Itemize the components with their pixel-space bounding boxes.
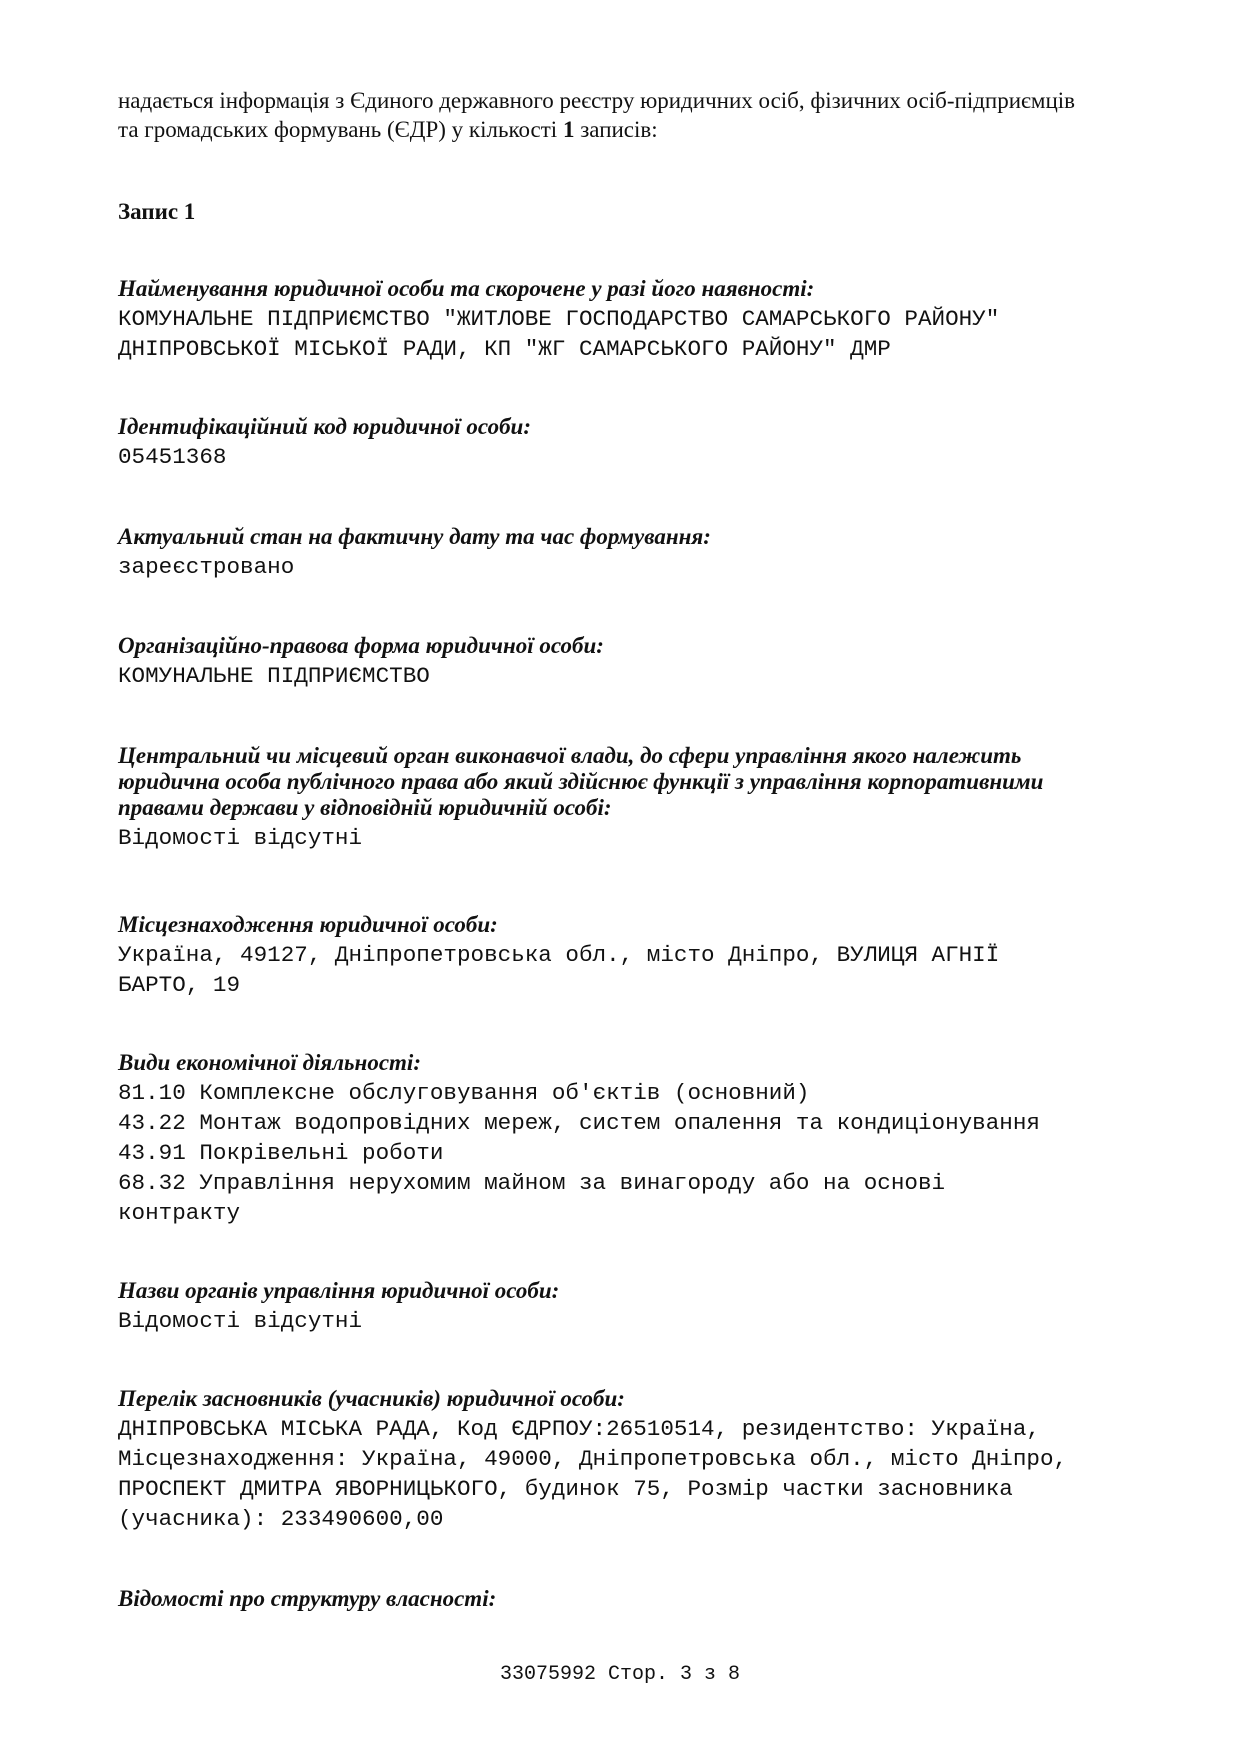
field-management bbox=[118, 1278, 1188, 1336]
field-activities bbox=[118, 1050, 1188, 1228]
field-authority-label-1: Центральний чи місцевий орган виконавчої влади, до сфери управління якого належить bbox=[118, 743, 1022, 768]
field-ownership bbox=[118, 1586, 1188, 1612]
field-legal-form-label: Організаційно-правова форма юридичної особи: bbox=[118, 633, 604, 658]
field-legal-form bbox=[118, 633, 1188, 691]
page-footer: 33075992 Стор. 3 з 8 bbox=[499, 1663, 741, 1686]
field-legal-form-value: КОМУНАЛЬНЕ ПІДПРИЄМСТВО bbox=[118, 663, 430, 689]
field-code-label: Ідентифікаційний код юридичної особи: bbox=[118, 414, 532, 439]
field-name-value-2: ДНІПРОВСЬКОЇ МІСЬКОЇ РАДИ, КП "ЖГ САМАРСЬКОГО РАЙОНУ" ДМР bbox=[118, 336, 891, 362]
field-location bbox=[118, 912, 1188, 1000]
field-location-label: Місцезнаходження юридичної особи: bbox=[118, 912, 498, 937]
field-authority-label-3: правами держави у відповідній юридичній особі: bbox=[118, 795, 612, 820]
field-founders-value-1: ДНІПРОВСЬКА МІСЬКА РАДА, Код ЄДРПОУ:26510514, резидентство: Україна, bbox=[118, 1416, 1040, 1442]
field-status bbox=[118, 524, 1188, 582]
field-activities-value-5: контракту bbox=[118, 1200, 241, 1226]
field-founders-label: Перелік засновників (учасників) юридичної особи: bbox=[118, 1386, 625, 1411]
field-name-label: Найменування юридичної особи та скорочене у разі його наявності: bbox=[118, 276, 815, 301]
field-status-label: Актуальний стан на фактичну дату та час формування: bbox=[118, 524, 711, 549]
field-authority-label-2: юридична особа публічного права або який здійснює функції з управління корпоративними bbox=[118, 769, 1044, 794]
field-founders bbox=[118, 1386, 1188, 1534]
intro-line-2-end: записів: bbox=[574, 117, 658, 142]
field-founders-value-3: ПРОСПЕКТ ДМИТРА ЯВОРНИЦЬКОГО, будинок 75, Розмір частки засновника bbox=[118, 1476, 1013, 1502]
field-activities-label: Види економічної діяльності: bbox=[118, 1050, 421, 1075]
field-name-value-1: КОМУНАЛЬНЕ ПІДПРИЄМСТВО "ЖИТЛОВЕ ГОСПОДАРСТВО САМАРСЬКОГО РАЙОНУ" bbox=[118, 306, 1000, 332]
field-activities-value-2: 43.22 Монтаж водопровідних мереж, систем опалення та кондиціонування bbox=[118, 1110, 1040, 1136]
field-name bbox=[118, 276, 1188, 364]
field-founders-value-2: Місцезнаходження: Україна, 49000, Дніпропетровська обл., місто Дніпро, bbox=[118, 1446, 1068, 1472]
field-activities-value-4: 68.32 Управління нерухомим майном за винагороду або на основі bbox=[118, 1170, 946, 1196]
intro-line-2-start: та громадських формувань (ЄДР) у кількості bbox=[118, 117, 563, 142]
field-location-value-2: БАРТО, 19 bbox=[118, 972, 241, 998]
field-authority-value: Відомості відсутні bbox=[118, 825, 363, 851]
field-code bbox=[118, 414, 1188, 472]
intro-line-2 bbox=[118, 115, 1178, 144]
field-founders-value-4: (учасника): 233490600,00 bbox=[118, 1506, 444, 1532]
record-count: 1 bbox=[562, 117, 575, 142]
intro-line-1: надається інформація з Єдиного державного реєстру юридичних осіб, фізичних осіб-підприємців bbox=[118, 88, 1076, 113]
field-ownership-label: Відомості про структуру власності: bbox=[118, 1586, 497, 1611]
field-status-value: зареєстровано bbox=[118, 554, 295, 580]
field-management-value: Відомості відсутні bbox=[118, 1308, 363, 1334]
field-authority bbox=[118, 743, 1188, 853]
field-activities-value-3: 43.91 Покрівельні роботи bbox=[118, 1140, 444, 1166]
record-title: Запис 1 bbox=[118, 199, 196, 224]
field-management-label: Назви органів управління юридичної особи: bbox=[118, 1278, 560, 1303]
field-activities-value-1: 81.10 Комплексне обслуговування об'єктів (основний) bbox=[118, 1080, 810, 1106]
field-code-value: 05451368 bbox=[118, 444, 227, 470]
intro-paragraph bbox=[118, 86, 1178, 144]
field-location-value-1: Україна, 49127, Дніпропетровська обл., місто Дніпро, ВУЛИЦЯ АГНІЇ bbox=[118, 942, 1000, 968]
